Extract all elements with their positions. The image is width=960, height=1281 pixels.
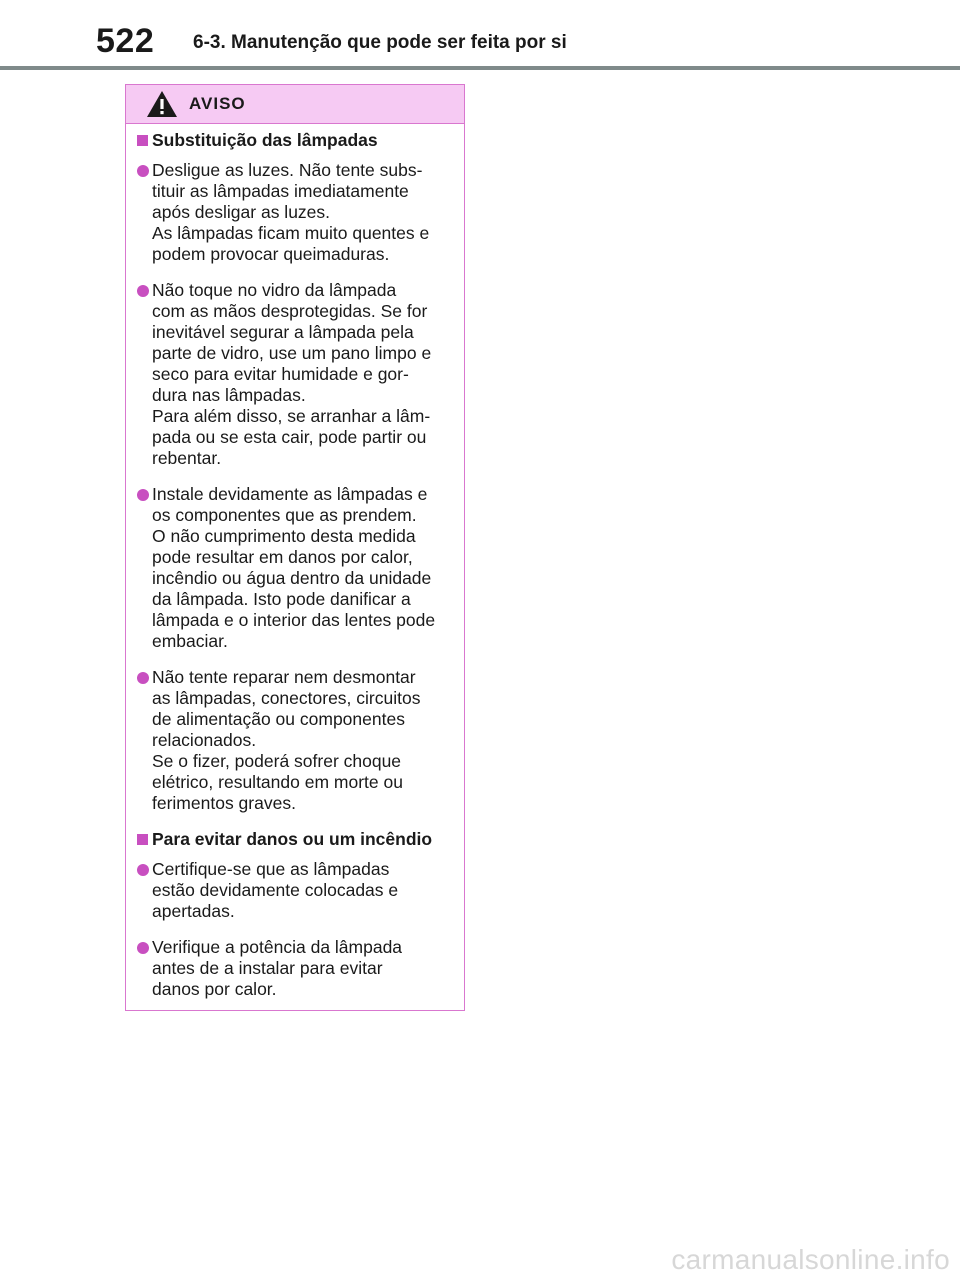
warning-bullet: Não toque no vidro da lâmpada com as mãos desprotegidas. Se for inevitável segurar a lâmpada pela parte de vidro, use um pano limpo e seco para evitar humidade e gor- dura nas lâmpadas. Para além disso, se arranhar a lâm- pada ou se esta cair, pode partir ou rebentar. — [136, 280, 454, 469]
warning-title: AVISO — [189, 94, 246, 113]
section-heading: Substituição das lâmpadas — [136, 130, 454, 151]
round-bullet-icon — [137, 942, 149, 954]
warning-bullet: Instale devidamente as lâmpadas e os componentes que as prendem. O não cumprimento desta medida pode resultar em danos por calor, incêndio ou água dentro da unidade da lâmpada. Isto pode danificar a lâmpada e o interior das lentes pode embaciar. — [136, 484, 454, 652]
warning-bullet: Desligue as luzes. Não tente subs- tituir as lâmpadas imediatamente após desligar as luzes. As lâmpadas ficam muito quentes e podem provocar queimaduras. — [136, 160, 454, 265]
page-header — [0, 0, 960, 70]
round-bullet-icon — [137, 165, 149, 177]
square-bullet-icon — [137, 834, 148, 845]
warning-box — [125, 84, 465, 1011]
section-title: 6-3. Manutenção que pode ser feita por si — [193, 32, 567, 53]
warning-bullet: Certifique-se que as lâmpadas estão devidamente colocadas e apertadas. — [136, 859, 454, 922]
section-heading: Para evitar danos ou um incêndio — [136, 829, 454, 850]
round-bullet-icon — [137, 864, 149, 876]
round-bullet-icon — [137, 672, 149, 684]
warning-header — [126, 85, 464, 124]
round-bullet-icon — [137, 489, 149, 501]
warning-bullet: Não tente reparar nem desmontar as lâmpadas, conectores, circuitos de alimentação ou componentes relacionados. Se o fizer, poderá sofrer choque elétrico, resultando em morte ou ferimentos graves. — [136, 667, 454, 814]
warning-bullet: Verifique a potência da lâmpada antes de a instalar para evitar danos por calor. — [136, 937, 454, 1000]
round-bullet-icon — [137, 285, 149, 297]
header-divider — [0, 66, 960, 70]
warning-content — [126, 124, 464, 1000]
watermark: carmanualsonline.info — [671, 1244, 950, 1275]
page-number: 522 — [96, 22, 155, 60]
square-bullet-icon — [137, 135, 148, 146]
warning-triangle-icon — [146, 90, 178, 123]
